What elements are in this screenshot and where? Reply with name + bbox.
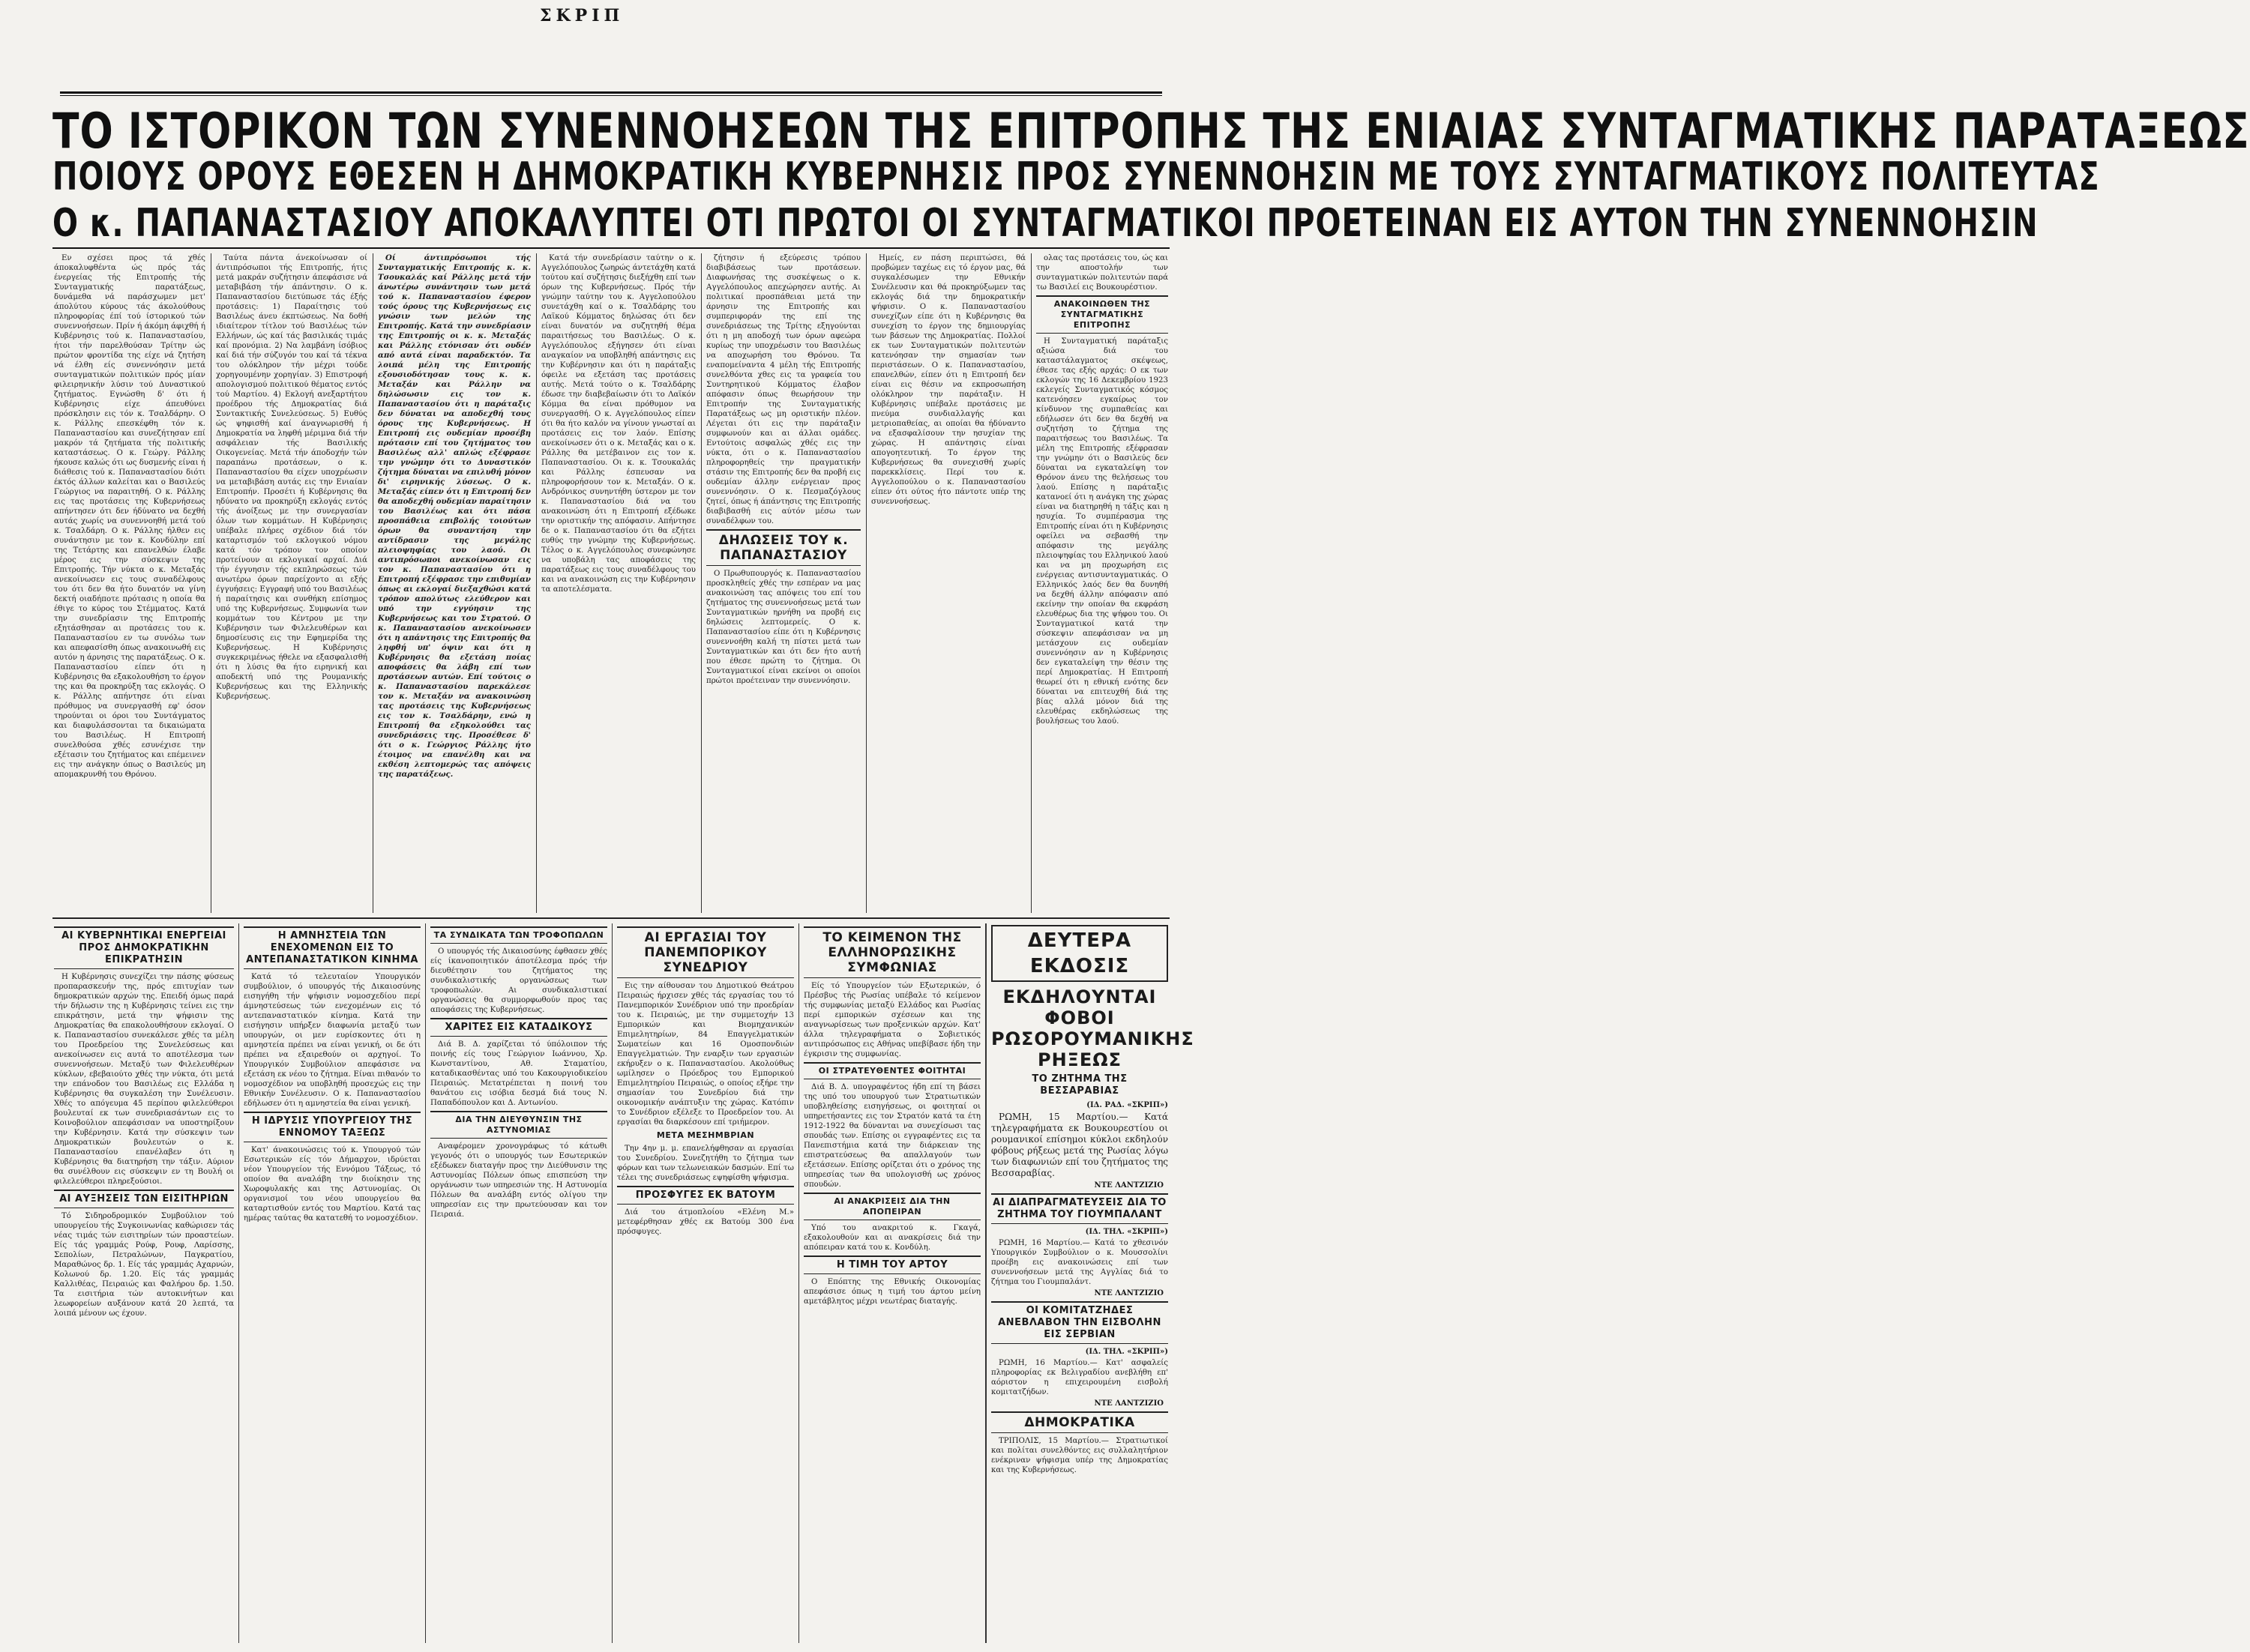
dispatch-source: (ΙΔ. ΡΑΔ. «ΣΚΡΙΠ») xyxy=(1086,1101,1168,1109)
column-divider xyxy=(701,253,702,913)
section-title: Η ΤΙΜΗ ΤΟΥ ΑΡΤΟΥ xyxy=(804,1255,981,1274)
dispatch-source: (ΙΔ. ΤΗΛ. «ΣΚΡΙΠ») xyxy=(1085,1228,1168,1236)
dispatch-headline: ΟΙ ΚΟΜΙΤΑΤΖΗΔΕΣ ΑΝΕΒΛΑΒΟΝ ΤΗΝ ΕΙΣΒΟΛΗΝ ΕΙΣ ΣΕΡΒΙΑΝ xyxy=(991,1301,1168,1344)
column-divider xyxy=(425,923,426,1643)
section-title: ΑΙ ΑΝΑΚΡΙΣΕΙΣ ΔΙΑ ΤΗΝ ΑΠΟΠΕΙΡΑΝ xyxy=(804,1193,981,1220)
second-edition-banner: ΔΕΥΤΕΡΑ ΕΚΔΟΣΙΣ xyxy=(991,925,1168,982)
dispatch-text: ΡΩΜΗ, 15 Μαρτίου.— Κατά τηλεγραφήματα εκ Βουκουρεστίου οι ρουμανικοί επίσημοι κύκλοι εκδηλούν φόβους ρήξεως μετά της Ρωσίας λόγω των διαφωνιών επί του ζητήματος της Βεσσαραβίας. xyxy=(991,1112,1168,1178)
section-title: ΤΟ ΚΕΙΜΕΝΟΝ ΤΗΣ ΕΛΛΗΝΟΡΩΣΙΚΗΣ ΣΥΜΦΩΝΙΑΣ xyxy=(804,926,981,978)
masthead xyxy=(0,0,1200,101)
headline-rule xyxy=(52,247,1170,249)
article-text: Είς τό Υπουργείον τών Εξωτερικών, ό Πρέσβυς τής Ρωσίας υπέβαλε τό κείμενον τής συμφωνίας μεταξύ Ελλάδος και Ρωσίας περί εμπορικών σχέσεων και της αναγνωρίσεως των προξενικών αρχών. Κατ' άλλα τηλεγραφήματα ο Σοβιετικός αντιπρόσωπος εις Αθήνας υπεβίβασε ήδη την έγκρισιν της συμφωνίας. xyxy=(804,982,981,1058)
bottom-column-3 xyxy=(430,923,607,1643)
article-text: Κατ' άνακοινώσεις τού κ. Υπουργού τών Εσωτερικών είς τόν Δήμαρχον, ιδρύεται νέον Υπουργείον τής Εννόμου Τάξεως, τό οποίον θα αναλάβη την διοίκησιν της Χωροφυλακής και της Αστυνομίας. Οι οργανισμοί του νέου υπουργείου θα καταρτισθούν εντός του Μαρτίου. Κατά τας ημέρας ταύτας θα κατατεθή το νομοσχέδιον. xyxy=(244,1146,421,1223)
article-text: Η Συνταγματική παράταξις αξιώσα διά του καταστάλαγματος σκέψεως, έθεσε τας εξής αρχάς: Ο εκ των εκλογών της 16 Δεκεμβρίου 1923 εκλεγείς Συνταγματικός κόσμος κατενόησεν εγκαίρως τον κίνδυνον της συμπαθείας και εδήλωσεν ότι δεν θα δεχθή να συζητήση το ζήτημα της παραιτήσεως του Βασιλέως. Τα μέλη της Επιτροπής εξέφρασαν την γνώμην ότι ο Βασιλεύς δεν δύναται να εγκαταλείψη τον Θρόνον άνευ της θελήσεως του λαού. Επίσης η παράταξις κατανοεί ότι η ανάγκη της χώρας είναι να διατηρηθή η τάξις και η ησυχία. Το συμπέρασμα της Επιτροπής είναι ότι η Κυβέρνησις οφείλει να σεβασθή την απόφασιν της μεγάλης πλειοψηφίας του Ελληνικού λαού και να μη προχωρήση εις ενέργειας αντισυνταγματικάς. Ο Ελληνικός λαός δεν θα δυνηθή να δεχθή άλλην απόφασιν από εκείνην την οποίαν θα εκφράση ελευθέρως δια της ψήφου του. Οι Συνταγματικοί κατά την σύσκεψιν απεφάσισαν να μη μετάσχουν εις ουδεμίαν συνεννόησιν αν η Κυβέρνησις δεν εγκαταλείψη την θέσιν της περί Δημοκρατίας. Η Επιτροπή θεωρεί ότι η εθνική ενότης δεν δύναται να επιτευχθή διά της βίας αλλά μόνον διά της ελευθέρας εκδηλώσεως της βουλήσεως του λαού. xyxy=(1036,337,1168,726)
top-column-7 xyxy=(1036,253,1168,913)
section-title: ΑΙ ΚΥΒΕΡΝΗΤΙΚΑΙ ΕΝΕΡΓΕΙΑΙ ΠΡΟΣ ΔΗΜΟΚΡΑΤΙΚΗΝ ΕΠΙΚΡΑΤΗΣΙΝ xyxy=(54,926,234,969)
article-text: Ο υπουργός τής Δικαιοσύνης έφθασεν χθές είς ίκανοποιητικόν άποτέλεσμα πρός τήν διευθέτησιν του ζητήματος της συνδικαλιστικής οργανώσεως των τροφοπωλών. Αι συνδικαλιστικαί οργανώσεις θα συμμορφωθούν προς τας αποφάσεις της Κυβερνήσεως. xyxy=(430,947,607,1014)
column-divider xyxy=(798,923,799,1643)
dispatch-headline: ΕΚΔΗΛΟΥΝΤΑΙ ΦΟΒΟΙ ΡΩΣΟΡΟΥΜΑΝΙΚΗΣ ΡΗΞΕΩΣ xyxy=(991,986,1194,1070)
sub-headline: ΠΟΙΟΥΣ ΟΡΟΥΣ ΕΘΕΣΕΝ Η ΔΗΜΟΚΡΑΤΙΚΗ ΚΥΒΕΡΝΗΣΙΣ ΠΡΟΣ ΣΥΝΕΝΝΟΗΣΙΝ ΜΕ ΤΟΥΣ ΣΥΝΤΑΓΜΑΤΙΚΟΥΣ ΠΟΛΙΤΕΥΤΑΣ xyxy=(52,154,2100,199)
dispatch-signature: ΝΤΕ ΛΑΝΤΖΙΖΙΟ xyxy=(1094,1181,1164,1190)
masthead-rule-thin xyxy=(60,95,1162,96)
article-text: Την 4ην μ. μ. επανελήφθησαν αι εργασίαι του Συνεδρίου. Συνεζητήθη το ζήτημα των φόρων και των τελωνειακών δασμών. Επί τω τέλει της συνεδριάσεως εψηφίσθη ψήφισμα. xyxy=(617,1145,794,1182)
dispatch-signature: ΝΤΕ ΛΑΝΤΖΙΖΙΟ xyxy=(1094,1399,1164,1408)
bottom-column-4 xyxy=(617,923,794,1643)
article-text: Υπό του ανακριτού κ. Γκαγά, εξακολουθούν και αι ανακρίσεις διά την απόπειραν κατά του κ. Κονδύλη. xyxy=(804,1224,981,1252)
dispatch-signature: ΝΤΕ ΛΑΝΤΖΙΖΙΟ xyxy=(1094,1289,1164,1297)
article-text: Διά Β. Δ. υπογραφέντος ήδη επί τη βάσει της υπό του υπουργού των Στρατιωτικών υποβληθείσης εισηγήσεως, οι φοιτηταί οι υπηρετήσαντες εις τον Στρατόν κατά τα έτη 1912-1922 θα δύνανται να συνεχίσωσι τας σπουδάς των. Επίσης οι εγγραφέντες εις τα Πανεπιστήμια κατά την διάρκειαν της επιστρατεύσεως θα απαλλαγούν των εξετάσεων. Επίσης ορίζεται ότι ο χρόνος της υπηρεσίας των θα υπολογισθή ως χρόνος σπουδών. xyxy=(804,1083,981,1189)
dispatch-text: ΡΩΜΗ, 16 Μαρτίου.— Κατά το χθεσινόν Υπουργικόν Συμβούλιον ο κ. Μουσσολίνι προέβη εις ανακοινώσεις επί των συνεννοήσεων μετά της Αγγλίας διά το ζήτημα του Γιουμπαλάντ. xyxy=(991,1239,1168,1286)
article-text: Κατά τήν συνεδρίασιν ταύτην ο κ. Αγγελόπουλος ζωηρώς άντετάχθη κατά τούτου καί συζήτησις διεξήχθη επί των όρων της Κυβερνήσεως. Πρός τήν γνώμην ταύτην του κ. Αγγελοπούλου συνετάχθη καί ο κ. Τσαλδάρης του Λαϊκού Κόμματος δηλώσας ότι δεν είναι δυνατόν να συζητηθή θέμα παραιτήσεως του Βασιλέως. Ο κ. Αγγελόπουλος εξήγησεν ότι είναι αναγκαίον να υποβληθή απάντησις εις την Κυβέρνησιν και ότι η παράταξις όφειλε να εξετάση τας προτάσεις αυτής. Μετά τούτο ο κ. Τσαλδάρης έδωσε την διαβεβαίωσιν ότι το Λαϊκόν Κόμμα θα είναι πρόθυμον να συνεργασθή. Ο κ. Αγγελόπουλος είπεν ότι θα ήτο καλόν να γίνουν γνωσταί αι προτάσεις εις τον λαόν. Επίσης ανεκοίνωσεν ότι ο κ. Μεταξάς και ο κ. Ράλλης θα μετέβαινον εις τον κ. Παπαναστασίου. Οι κ. κ. Τσουκαλάς και Ράλλης έσπευσαν να πληροφορήσουν τον κ. Μεταξάν. Ο κ. Ανδρόνικος συνηντήθη ύστερον με τον κ. Παπαναστασίου διά να του ανακοινώση ότι η Επιτροπή εξέδωκε την οριστικήν της απόφασιν. Απήντησε δε ο κ. Παπαναστασίου ότι θα εζήτει ευθύς την γνώμην της Κυβερνήσεως. Τέλος ο κ. Αγγελόπουλος συνεφώνησε να υποβάλη τας αποφάσεις της παρατάξεως εις τους συναδέλφους του και να ανακοινώση εις την Κυβέρνησιν τα αποτελέσματα. xyxy=(541,254,696,594)
article-text: Κατά τό τελευταίον Υπουργικόν συμβούλιον, ό υπουργός τής Δικαιοσύνης εισηγήθη τήν ψήφισιν νομοσχεδίου περί άμνηστεύσεως τών ενεχομένων εις τό αντεπαναστατικόν κίνημα. Κατά την εισήγησιν υπήρξεν διαφωνία μεταξύ των υπουργών, οι μεν ευρίσκοντες ότι η αμνηστεία πρέπει να είναι γενική, οι δε ότι πρέπει να εξαιρεθούν οι αρχηγοί. Το Υπουργικόν Συμβούλιον απεφάσισε να εξετάση εκ νέου το ζήτημα. Είναι πιθανόν το νομοσχέδιον να υποβληθή προσεχώς εις την Εθνικήν Συνέλευσιν. Ο κ. Παπαναστασίου εδήλωσεν ότι η αμνηστεία θα είναι γενική. xyxy=(244,973,421,1108)
dispatch-text: ΡΩΜΗ, 16 Μαρτίου.— Κατ' ασφαλείς πληροφορίας εκ Βελιγραδίου ανεβλήθη επ' αόριστον η επιχειρουμένη εισβολή κομιτατζήδων. xyxy=(991,1359,1168,1396)
bottom-column-1 xyxy=(54,923,234,1643)
article-text: ζήτησιν ή εξεύρεσις τρόπου διαβιβάσεως των προτάσεων. Διαφωνήσας της συσκέψεως ο κ. Αγγελόπουλος απεχώρησεν αυτής. Αι πολιτικαί προσπάθειαι μετά την άρνησιν της Επιτροπής και συμπεριφοράν της επί της συνεδριάσεως της Τρίτης εξηγούνται ότι η μη αποδοχή των όρων αφεώρα κυρίως την υποχρέωσιν του Βασιλέως να αποχωρήση του Θρόνου. Τα εναπομείναντα 4 μέλη τής Επιτροπής συνελθόντα χθες εις τα γραφεία του Συντηρητικού Κόμματος έλαβον απόφασιν όπως θεωρήσουν την Επιτροπήν της Συνταγματικής Παρατάξεως ως μη οριστικήν πλέον. Λέγεται ότι εις την παράταξιν συμφωνούν και αι άλλαι ομάδες. Εντούτοις ασφαλώς χθές εις την νύκτα, ότι ο κ. Παπαναστασίου πληροφορηθείς την πραγματικήν στάσιν της Επιτροπής δεν θα προβή εις ουδεμίαν άλλην ενέργειαν προς συνεννόησιν. Ο κ. Πεσμαζόγλους ζητεί, όπως ή άπάντησις της Επιτροπής διαβιβασθή εις αύτόν μέσω των συναδέλφων του. xyxy=(706,254,861,525)
article-text: Εις την αίθουσαν του Δημοτικού Θεάτρου Πειραιώς ήρχισεν χθές τάς εργασίας του τό Πανεμπορικόν Συνέδριον υπό την προεδρίαν του κ. Πειραιώς, με την συμμετοχήν 13 Εμπορικών και Βιομηχανικών Επιμελητηρίων, 84 Επαγγελματικών Σωματείων και 16 Ομοσπονδιών Επαγγελματιών. Την εναρξιν των εργασιών εκήρυξεν ο κ. Παπαναστασίου. Ακολούθως ωμίλησεν ο Πρόεδρος του Εμπορικού Επιμελητηρίου Πειραιώς, ο οποίος εξήρε την σημασίαν του Συνεδρίου διά την οικονομικήν ανάπτυξιν της χώρας. Κατόπιν το Συνέδριον εξέλεξε το Προεδρείον του. Αι εργασίαι θα διαρκέσουν επί τριήμερον. xyxy=(617,982,794,1127)
section-title: ΧΑΡΙΤΕΣ ΕΙΣ ΚΑΤΑΔΙΚΟΥΣ xyxy=(430,1018,607,1037)
section-title: ΑΙ ΑΥΞΗΣΕΙΣ ΤΩΝ ΕΙΣΙΤΗΡΙΩΝ xyxy=(54,1190,234,1208)
article-text: Ο Πρωθυπουργός κ. Παπαναστασίου προσκληθείς χθές την εσπέραν να μας ανακοινώση τας απόψεις του επί του ζητήματος της συνεννοήσεως μετά των Συνταγματικών ηρνήθη να προβή εις δηλώσεις λεπτομερείς. Ο κ. Παπαναστασίου είπε ότι η Κυβέρνησις συνεννοήθη καλή τη πίστει μετά των Συνταγματικών και ότι δεν ήτο αυτή που έθεσε πρώτη το ζήτημα. Οι Συνταγματικοί είναι εκείνοι οι οποίοι πρώτοι προέτειναν την συνεννόησιν. xyxy=(706,570,861,685)
section-title: ΔΗΛΩΣΕΙΣ ΤΟΥ κ. ΠΑΠΑΝΑΣΤΑΣΙΟΥ xyxy=(706,529,861,566)
column-divider xyxy=(536,253,537,913)
top-column-1 xyxy=(54,253,205,913)
top-column-3 xyxy=(378,253,531,913)
article-text: Ταύτα πάντα άνεκοίνωσαν οί άντιπρόσωποι τής Επιτροπής, ήτις μετά μακράν συζήτησιν άπεφάσισε νά μεταβιβάση τήν άπάντησιν. Ο κ. Παπαναστασίου διετύπωσε τάς έξής προτάσεις: 1) Παραίτησις τού Βασιλέως άνευ έκπτώσεως. Να δοθή ιδιαίτερον τίτλον τού Βασιλέως τών Ελλήνων, ώς καί τάς βασιλικάς τιμάς καί προνόμια. 2) Να λαμβάνη ίσόβιος καί διά τήν σύζυγόν του καί τά τέκνα του ολόκληρον τήν μέχρι τούδε χορηγουμένην χορηγίαν. 3) Επιστροφή απολογισμού πολιτικού θέματος εντός τού Μαρτίου. 4) Εκλογή ανεξαρτήτου προέδρου τής Δημοκρατίας διά Συντακτικής Συνελεύσεως. 5) Ευθύς ώς ψηφισθή καί άναγνωρισθή ή Δημοκρατία να ληφθή μέριμνα διά τήν ασφάλειαν τής Βασιλικής Οικογενείας. Μετά τήν άποδοχήν τών παραπάνω προτάσεων, ο κ. Παπαναστασίου θα είχεν υποχρέωσιν να μεταβιβάση αυτάς εις την Ενιαίαν Επιτροπήν. Προσέτι ή Κυβέρνησις θα ηδύνατο να προκηρύξη εκλογάς εντός τής άνοίξεως με την συνεργασίαν όλων των κομμάτων. Η Κυβέρνησις υπέβαλε πλήρες σχέδιον διά τόν καταρτισμόν τού εκλογικού νόμου κατά τόν τρόπον τον οποίον προτείνουν αι εκλογικαί αρχαί. Διά τήν έγγυησιν τής εκπληρώσεως τών ανωτέρω όρων παρείχοντο αι εξής έγγυήσεις: Εγγραφή υπό του Βασιλέως ή παραίτησις και συνθήκη επίσημος υπό της Κυβερνήσεως. Συμφωνία των κομμάτων του Κέντρου με την Κυβέρνησιν των Φιλελευθέρων και δημοσίευσις εις την Εφημερίδα της Κυβερνήσεως. Η Κυβέρνησις συγκεκριμένως ήθελε να εξασφαλισθή ότι η λύσις θα ήτο ειρηνική και αποδεκτή υπό της Ρουμανικής Κυβερνήσεως και της Ελληνικής Κυβερνήσεως. xyxy=(216,254,367,701)
main-headline: ΤΟ ΙΣΤΟΡΙΚΟΝ ΤΩΝ ΣΥΝΕΝΝΟΗΣΕΩΝ ΤΗΣ ΕΠΙΤΡΟΠΗΣ ΤΗΣ ΕΝΙΑΙΑΣ ΣΥΝΤΑΓΜΑΤΙΚΗΣ ΠΑΡΑΤΑΞΕΩΣ xyxy=(52,103,2250,160)
second-edition-column xyxy=(991,923,1194,1643)
section-divider xyxy=(52,917,1170,919)
dispatch-subheadline: ΤΟ ΖΗΤΗΜΑ ΤΗΣ ΒΕΣΣΑΡΑΒΙΑΣ xyxy=(1032,1073,1128,1097)
section-title: ΔΙΑ ΤΗΝ ΔΙΕΥΘΥΝΣΙΝ ΤΗΣ ΑΣΤΥΝΟΜΙΑΣ xyxy=(430,1111,607,1139)
article-text: Ο Επόπτης της Εθνικής Οικονομίας απεφάσισε όπως η τιμή του άρτου μείνη αμετάβλητος μέχρι νεωτέρας διαταγής. xyxy=(804,1278,981,1306)
article-text: Εν σχέσει προς τά χθές άποκαλυφθέντα ώς πρός τάς ένεργείας τής Επιτροπής τής Συνταγματικής παρατάξεως, δυνάμεθα νά παράσχωμεν μετ' άπολύτου κύρους τάς άκολούθους πληροφορίας έπί τού ίστορικού τών συνεννοήσεων. Πρίν ή άκόμη άφιχθή ή Κυβέρνησις τού κ. Παπαναστασίου, ήτοι τήν παρελθούσαν Τρίτην ώς πρώτον φροντίδα της είχε νά ζητήση νά έλθη είς συνεννόησιν μετά συνταγματικών πολιτικών πρός μίαν φιλειρηνικήν λύσιν τού Δυναστικού ζητήματος. Εγνώσθη δ' ότι ή Κυβέρνησις είχε άπευθύνει πρόσκλησιν εις τόν κ. Τσαλδάρην. Ο κ. Ράλλης επεσκέφθη τόν κ. Παπαναστασίου και συνεζήτησαν επί μακρόν τά ζητήματα τής πολιτικής καταστάσεως. Ο κ. Γεώργ. Ράλλης ήκουσε καλώς ότι ως δυσμενής είναι ή διάθεσις τού κ. Παπαναστασίου διότι έκτός άλλων καλείται και ο Βασιλεύς Γεώργιος να παραιτηθή. Ο κ. Ράλλης εις τας προτάσεις της Κυβερνήσεως απήντησεν ότι δεν ήδύνατο να δεχθή αυτάς χωρίς να συνεννοηθή μετά τού κ. Τσαλδάρη. Ο κ. Ράλλης ήλθεν εις συνάντησιν με τον κ. Κονδύλην επί της Τετάρτης και επανελθών έλαβε μέρος εις την σύσκεψιν της Επιτροπής. Τήν νύκτα ο κ. Μεταξάς ανεκοίνωσεν εις τους συναδέλφους του ότι δεν θα ήτο δυνατόν να γίνη δεκτή οιαδήποτε πρότασις η οποία θα έθιγε το κύρος του Στέμματος. Κατά την συνεδρίασιν της Επιτροπής εξητάσθησαν αι προτάσεις του κ. Παπαναστασίου εν τω συνόλω των και απεφασίσθη όπως ανακοινωθή εις αυτόν η άρνησις της παρατάξεως. Ο κ. Παπαναστασίου είπεν ότι η Κυβέρνησις θα εξακολουθήση το έργον της και θα προκηρύξη τας εκλογάς. Ο κ. Ράλλης απήντησε ότι είναι πρόθυμος να συνεργασθή εφ' όσον τηρούνται οι όροι του Συντάγματος και διαφυλάσσονται τα δικαιώματα του Βασιλέως. Η Επιτροπή συνελθούσα χθές εσυνέχισε την εξέτασιν του ζητήματος και επέμεινεν εις την ανάγκην όπως ο Βασιλεύς μη απομακρυνθή του Θρόνου. xyxy=(54,254,205,779)
newspaper-name: ΣΚΡΙΠ xyxy=(540,6,625,25)
dispatch-headline: ΔΗΜΟΚΡΑΤΙΚΑ xyxy=(991,1411,1168,1433)
article-text: Η Κυβέρνησις συνεχίζει την πάσης φύσεως προπαρασκευήν της, πρός επιτυχίαν των δημοκρατικών αρχών της. Επειδή όμως παρά τήν δήλωσιν της η Κυβέρνησις τείνει εις την επικράτησιν, μετά την ψήφισιν της Δημοκρατίας θα επακολουθήσουν εκλογαί. Ο κ. Παπαναστασίου συνεκάλεσε χθές τα μέλη του Προεδρείου της Συνελεύσεως και ανεκοίνωσεν εις αυτά το αποτέλεσμα των συνεννοήσεων. Μεταξύ των Φιλελευθέρων κύκλων, εβεβαιούτο χθές την νύκτα, ότι μετά την επάνοδον του Βασιλέως εις Ελλάδα η Κυβέρνησις θα συγκαλέση την Συνέλευσιν. Χθές το απόγευμα 45 περίπου φιλελεύθεροι βουλευταί εκ των συνεδριασάντων εις το Κοινοβούλιον απεφάσισαν να υποστηρίξουν την Κυβέρνησιν. Κατά την σύσκεψιν των Δημοκρατικών βουλευτών ο κ. Παπαναστασίου επανέλαβεν ότι η Κυβέρνησις θα διατηρήση την τάξιν. Αύριον θα συνέλθουν εις σύσκεψιν εν τη Βουλή οι φιλελεύθεροι πληρεξούσιοι. xyxy=(54,973,234,1186)
column-divider xyxy=(866,253,867,913)
article-text: Αναφέρομεν χρονογράφως τό κάτωθι γεγονός ότι ο υπουργός των Εσωτερικών εξέδωκεν διαταγήν προς την Διεύθυνσιν της Αστυνομίας Πόλεων όπως επισπεύση την οργάνωσιν των υπηρεσιών της. Η Αστυνομία Πόλεων θα αναλάβη εντός ολίγου την υπηρεσίαν εις την πρωτεύουσαν και τον Πειραιά. xyxy=(430,1142,607,1219)
section-title: ΠΡΟΣΦΥΓΕΣ ΕΚ ΒΑΤΟΥΜ xyxy=(617,1186,794,1205)
dispatch-text: ΤΡΙΠΟΛΙΣ, 15 Μαρτίου.— Στρατιωτικοί και πολίται συνελθόντες εις συλλαλητήριον ενέκριναν ψήφισμα υπέρ της Δημοκρατίας και της Κυβερνήσεως. xyxy=(991,1437,1168,1474)
bottom-column-5 xyxy=(804,923,981,1643)
column-divider xyxy=(1031,253,1032,913)
top-column-2 xyxy=(216,253,367,913)
dispatch-source: (ΙΔ. ΤΗΛ. «ΣΚΡΙΠ») xyxy=(1085,1348,1168,1356)
section-label: ΜΕΤΑ ΜΕΣΗΜΒΡΙΑΝ xyxy=(656,1130,755,1140)
section-title: ΤΑ ΣΥΝΔΙΚΑΤΑ ΤΩΝ ΤΡΟΦΟΠΩΛΩΝ xyxy=(430,926,607,944)
article-text: Ημείς, εν πάση περιπτώσει, θά προβώμεν ταχέως εις τό έργον μας, θά συγκαλέσωμεν την Εθνικήν Συνέλευσιν και θά προκηρύξωμεν τας εκλογάς διά την δημοκρατικήν ψήφισιν. Ο κ. Παπαναστασίου συνεχίζων είπε ότι η Κυβέρνησις θα συνεχίση το έργον της δημιουργίας των βάσεων της Δημοκρατίας. Πολλοί εκ των Συνταγματικών πολιτευτών κατενόησαν την σημασίαν των περιστάσεων. Ο κ. Παπαναστασίου, επανελθών, είπεν ότι η Επιτροπή δεν είναι εις θέσιν να εκπροσωπήση ολόκληρον την παράταξιν. Η Κυβέρνησις υπέβαλε προτάσεις με πνεύμα συνδιαλλαγής και μετριοπαθείας, αι οποίαι θα ήδύναντο να εξασφαλίσουν την ησυχίαν της χώρας. Η απάντησις είναι απογοητευτική. Το έργον της Κυβερνήσεως θα συνεχισθή χωρίς παρεκκλίσεις. Περί του κ. Αγγελοπούλου ο κ. Παπαναστασίου είπεν ότι ούτος ήτο πάντοτε υπέρ της συνεννοήσεως. xyxy=(871,254,1026,506)
article-text: Οί άντιπρόσωποι τής Συνταγματικής Επιτροπής κ. κ. Τσουκαλάς καί Ράλλης μετά τήν άνωτέρω συνάντησιν των μετά τού κ. Παπαναστασίου έφερον τούς όρους της Κυβερνήσεως εις γνώσιν των μελών της Επιτροπής. Κατά την συνεδρίασιν της Επιτροπής οι κ. κ. Μεταξάς και Ράλλης ετόνισαν ότι ουδέν από αυτά είναι παραδεκτόν. Τα λοιπά μέλη της Επιτροπής εξουσιοδότησαν τους κ. κ. Μεταξάν και Ράλλην να δηλώσωσιν εις τον κ. Παπαναστασίου ότι η παράταξις δεν δύναται να αποδεχθή τους όρους της Κυβερνήσεως. Η Επιτροπή εις ουδεμίαν προσέβη πρότασιν επί του ζητήματος του Βασιλέως αλλ' απλώς εξέφρασε την γνώμην ότι το Δυναστικόν ζήτημα δύναται να επιλυθή μόνον δι' ειρηνικής λύσεως. Ο κ. Μεταξάς είπεν ότι η Επιτροπή δεν θα αποδεχθή ουδεμίαν παραίτησιν του Βασιλέως και ότι πάσα προσπάθεια επιβολής τοιούτων όρων θα συναντήση την αντίδρασιν της μεγάλης πλειοψηφίας του λαού. Οι αντιπρόσωποι ανεκοίνωσαν εις τον κ. Παπαναστασίου ότι η Επιτροπή εξέφρασε την επιθυμίαν όπως αι εκλογαί διεξαχθώσι κατά τρόπον απολύτως ελεύθερον και υπό την εγγύησιν της Κυβερνήσεως και του Στρατού. Ο κ. Παπαναστασίου ανεκοίνωσεν ότι η απάντησις της Επιτροπής θα ληφθή υπ' όψιν και ότι η Κυβέρνησις θα εξετάση ποίας αποφάσεις θα λάβη επί των προτάσεων αυτών. Επί τούτοις ο κ. Παπαναστασίου παρεκάλεσε τον κ. Μεταξάν να ανακοινώση τας προτάσεις της Κυβερνήσεως εις τον κ. Τσαλδάρην, ενώ η Επιτροπή θα εξηκολούθει τας συνεδριάσεις της. Προσέθεσε δ' ότι ο κ. Γεώργιος Ράλλης ήτο έτοιμος να επανέλθη και να εκθέση λεπτομερώς τας απόψεις της παρατάξεως. xyxy=(378,253,532,779)
section-title: Η ΙΔΡΥΣΙΣ ΥΠΟΥΡΓΕΙΟΥ ΤΗΣ ΕΝΝΟΜΟΥ ΤΑΞΕΩΣ xyxy=(244,1112,421,1142)
top-column-5 xyxy=(706,253,861,913)
article-text: Διά του άτμοπλοίου «Ελένη Μ.» μετεφέρθησαν χθές εκ Βατούμ 300 ένα πρόσφυγες. xyxy=(617,1208,794,1236)
dispatch-headline: ΑΙ ΔΙΑΠΡΑΓΜΑΤΕΥΣΕΙΣ ΔΙΑ ΤΟ ΖΗΤΗΜΑ ΤΟΥ ΓΙΟΥΜΠΑΛΑΝΤ xyxy=(991,1193,1168,1224)
article-text: ολας τας προτάσεις του, ώς και την αποστολήν των συνταγματικών πολιτευτών παρά τω Βασιλεί εις Βουκουρέστιον. xyxy=(1036,254,1168,292)
article-text: Διά Β. Δ. χαρίζεται τό ύπόλοιπον τής ποινής είς τους Γεώργιον Ιωάννου, Χρ. Κωνσταντίνου, Αθ. Σταματίου, καταδικασθέντας υπό του Κακουργιοδικείου Πειραιώς. Μετατρέπεται η ποινή του θανάτου εις ισόβια δεσμά διά τους Ν. Παπαδόπουλον και Δ. Αντωνίου. xyxy=(430,1040,607,1107)
section-title: ΑΝΑΚΟΙΝΩΘΕΝ ΤΗΣ ΣΥΝΤΑΓΜΑΤΙΚΗΣ ΕΠΙΤΡΟΠΗΣ xyxy=(1036,295,1168,334)
bottom-column-2 xyxy=(244,923,421,1643)
top-column-6 xyxy=(871,253,1026,913)
masthead-rule xyxy=(60,91,1162,94)
section-title: Η ΑΜΝΗΣΤΕΙΑ ΤΩΝ ΕΝΕΧΟΜΕΝΩΝ ΕΙΣ ΤΟ ΑΝΤΕΠΑΝΑΣΤΑΤΙΚΟΝ ΚΙΝΗΜΑ xyxy=(244,926,421,969)
article-text: Τό Σιδηροδρομικόν Συμβούλιον τού υπουργείου τής Συγκοινωνίας καθώρισεν τάς νέας τιμάς τών εισιτηρίων τών προαστείων. Είς τάς γραμμάς Ρούφ, Ρουφ, Λαρίσσης, Σεπολίων, Πετραλώνων, Παγκρατίου, Μαραθώνος δρ. 1. Είς τάς γραμμάς Αχαρνών, Κολωνού δρ. 1.20. Είς τάς γραμμάς Καλλιθέας, Πειραιώς και Φαλήρου δρ. 1.50. Τα εισιτήρια τών αυτοκινήτων και λεωφορείων αυξάνουν κατά 20 λεπτά, τα λοιπά μένουν ως έχουν. xyxy=(54,1212,234,1318)
section-title: ΑΙ ΕΡΓΑΣΙΑΙ ΤΟΥ ΠΑΝΕΜΠΟΡΙΚΟΥ ΣΥΝΕΔΡΙΟΥ xyxy=(617,926,794,978)
sub-headline-second: Ο κ. ΠΑΠΑΝΑΣΤΑΣΙΟΥ ΑΠΟΚΑΛΥΠΤΕΙ ΟΤΙ ΠΡΩΤΟΙ ΟΙ ΣΥΝΤΑΓΜΑΤΙΚΟΙ ΠΡΟΕΤΕΙΝΑΝ ΕΙΣ ΑΥΤΟΝ ΤΗΝ ΣΥΝΕΝΝΟΗΣΙΝ xyxy=(52,201,2039,246)
column-divider xyxy=(612,923,613,1643)
top-column-4 xyxy=(541,253,696,913)
column-divider xyxy=(238,923,239,1643)
column-divider xyxy=(985,923,987,1643)
section-title: ΟΙ ΣΤΡΑΤΕΥΘΕΝΤΕΣ ΦΟΙΤΗΤΑΙ xyxy=(804,1062,981,1079)
